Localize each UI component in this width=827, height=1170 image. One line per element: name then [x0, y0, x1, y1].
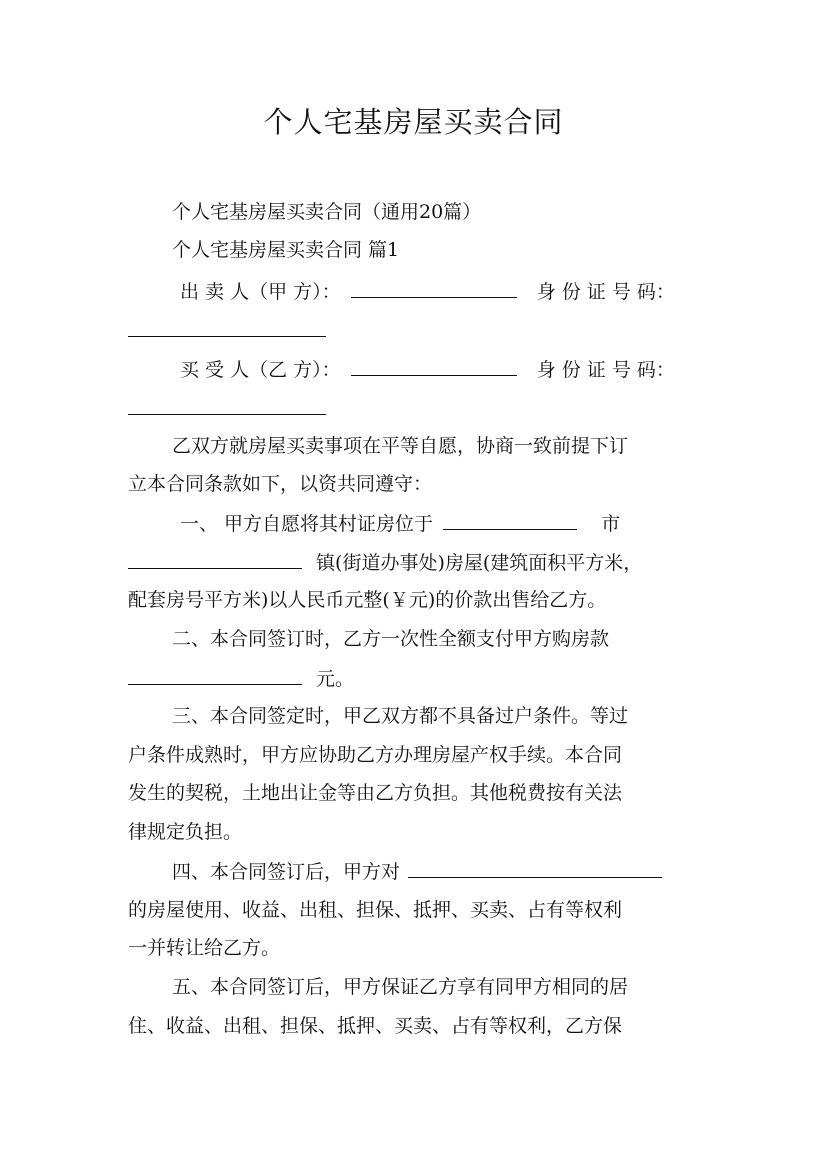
document-title: 个人宅基房屋买卖合同 — [263, 105, 564, 139]
seller-name-blank — [351, 277, 517, 298]
buyer-label: 买 受 人（乙 方）： — [180, 359, 341, 381]
clause-3-line: 户条件成熟时，甲方应协助乙方办理房屋产权手续。本合同 — [128, 744, 623, 766]
clause-1-text: 一、 甲方自愿将其村证房位于 — [180, 513, 434, 535]
section-heading: 个人宅基房屋买卖合同 篇1 — [172, 239, 400, 261]
clause-2-text: 元。 — [316, 668, 355, 690]
clause-2-line: 二、本合同签订时，乙方一次性全额支付甲方购房款 — [172, 628, 610, 650]
paragraph-line: 立本合同条款如下，以资共同遵守： — [128, 473, 433, 495]
clause-1-line: 配套房号平方米)以人民币元整(￥元)的价款出售给乙方。 — [128, 589, 607, 611]
buyer-line — [180, 355, 702, 384]
buyer-id-blank — [128, 394, 326, 415]
seller-id-blank — [128, 316, 326, 337]
paragraph-line: 乙双方就房屋买卖事项在平等自愿，协商一致前提下订 — [172, 435, 629, 457]
clause-1-text: 镇(街道办事处)房屋(建筑面积平方米， — [316, 552, 643, 574]
location-blank — [443, 509, 577, 530]
buyer-name-blank — [351, 355, 517, 376]
seller-label: 出 卖 人（甲 方）： — [180, 281, 341, 303]
clause-4-text: 四、本合同签订后，甲方对 — [172, 861, 401, 883]
clause-1-line — [128, 548, 702, 577]
clause-5-line: 五、本合同签订后，甲方保证乙方享有同甲方相同的居 — [172, 976, 629, 998]
clause-1-line — [180, 509, 702, 538]
clause-3-line: 三、本合同签定时，甲乙双方都不具备过户条件。等过 — [172, 705, 629, 727]
seller-id-label: 身 份 证 号 码： — [536, 281, 675, 303]
clause-3-line: 律规定负担。 — [128, 821, 243, 843]
clause-2-line — [128, 664, 702, 693]
clause-3-line: 发生的契税，土地出让金等由乙方负担。其他税费按有关法 — [128, 782, 623, 804]
seller-line — [180, 277, 702, 306]
subtitle-line: 个人宅基房屋买卖合同（通用20篇） — [172, 201, 482, 223]
clause-4-line — [128, 857, 746, 886]
buyer-id-blank-line — [128, 394, 702, 423]
buyer-id-label: 身 份 证 号 码： — [536, 359, 675, 381]
property-blank — [408, 857, 662, 878]
seller-id-blank-line — [128, 316, 702, 345]
clause-4-line: 的房屋使用、收益、出租、担保、抵押、买卖、占有等权利 — [128, 899, 623, 921]
payment-blank — [128, 664, 302, 685]
clause-5-line: 住、收益、出租、担保、抵押、买卖、占有等权利，乙方保 — [128, 1015, 623, 1037]
clause-4-line: 一并转让给乙方。 — [128, 937, 281, 959]
town-blank — [128, 548, 302, 569]
city-label: 市 — [601, 513, 621, 535]
